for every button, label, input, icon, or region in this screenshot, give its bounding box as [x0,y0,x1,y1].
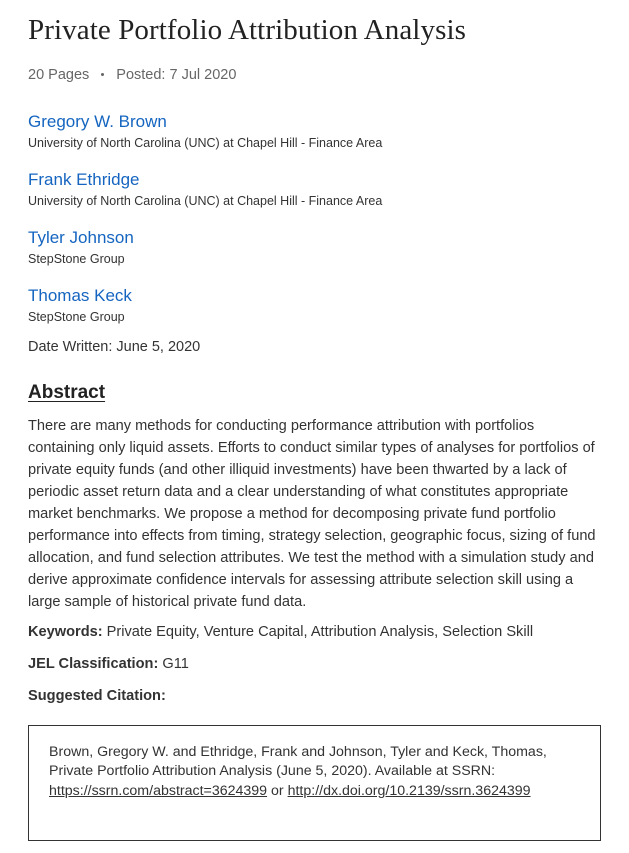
keywords-row [28,624,533,640]
citation-box [28,725,601,841]
author-name-link[interactable]: Gregory W. Brown [28,112,167,131]
doi-link[interactable]: http://dx.doi.org/10.2139/ssrn.3624399 [287,782,531,799]
author-entry [28,111,382,151]
citation-or: or [271,782,284,799]
jel-value: G11 [162,656,189,672]
date-written: Date Written: June 5, 2020 [28,339,201,355]
jel-label: JEL Classification: [28,656,159,672]
author-affiliation: StepStone Group [28,310,125,324]
author-entry [28,285,132,325]
abstract-text: There are many methods for conducting performance attribution with portfolios containing only liquid assets. Efforts to conduct similar types of analyses for portfolios of private equity funds (and other illiquid investments) have been thwarted by a lack of periodic asset return data and a clear understanding of what constitutes appropriate market benchmarks. We propose a method for decomposing private fund portfolio performance into effects from timing, strategy selection, geographic focus, sizing of fund allocation, and fund selection attributes. We test the method with a simulation study and derive approximate confidence intervals for assessing attribute selection skill using a large sample of historical private fund data. [28,418,596,610]
author-name-link[interactable]: Thomas Keck [28,286,132,305]
ssrn-abstract-link[interactable]: https://ssrn.com/abstract=3624399 [49,782,268,799]
author-affiliation: StepStone Group [28,252,125,266]
posted-date: Posted: 7 Jul 2020 [116,67,237,83]
paper-meta [28,67,236,83]
author-name-link[interactable]: Tyler Johnson [28,228,134,247]
citation-text-block [49,743,549,801]
citation-label: Suggested Citation: [28,688,166,704]
keywords-value: Private Equity, Venture Capital, Attribution Analysis, Selection Skill [106,624,534,640]
separator-dot [101,73,104,76]
author-affiliation: University of North Carolina (UNC) at Chapel Hill - Finance Area [28,194,383,208]
citation-row [28,688,166,704]
author-entry [28,227,134,267]
author-entry [28,169,382,209]
page-count: 20 Pages [28,67,90,83]
author-name-link[interactable]: Frank Ethridge [28,170,140,189]
abstract-heading: Abstract [28,382,106,403]
keywords-label: Keywords: [28,624,103,640]
jel-row [28,656,189,672]
author-affiliation: University of North Carolina (UNC) at Chapel Hill - Finance Area [28,136,383,150]
paper-title: Private Portfolio Attribution Analysis [28,14,466,46]
citation-text: Brown, Gregory W. and Ethridge, Frank and Johnson, Tyler and Keck, Thomas, Private Portfolio Attribution Analysis (June 5, 2020). Available at SSRN: [49,744,547,780]
